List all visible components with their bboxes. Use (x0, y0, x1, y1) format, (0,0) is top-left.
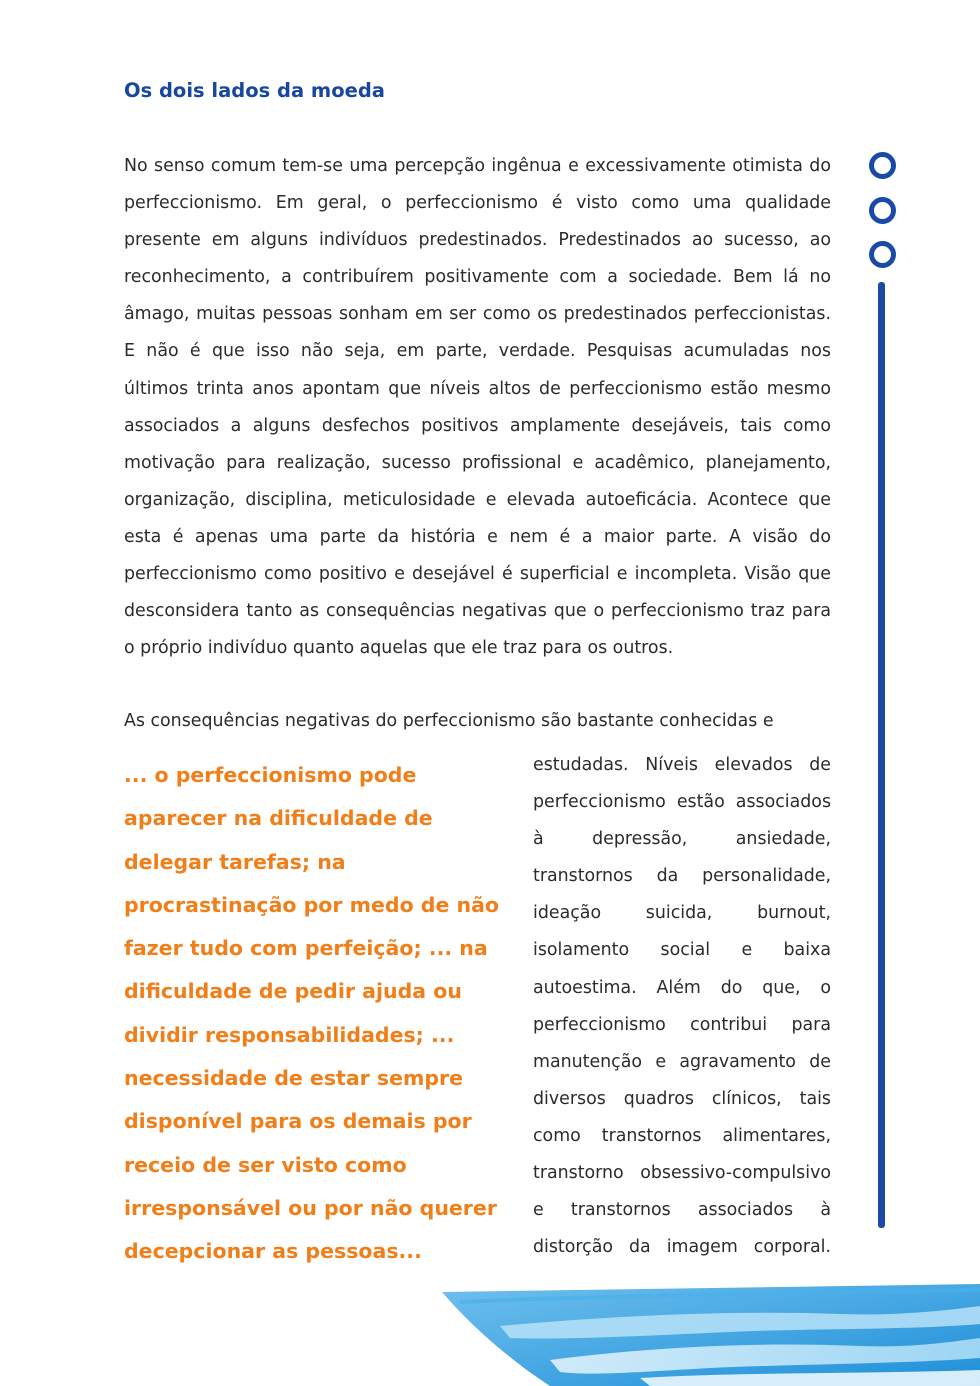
section-heading: Os dois lados da moeda (124, 79, 385, 102)
consequences-paragraph: estudadas. Níveis elevados de perfeccionismo estão associados à depressão, ansiedade, transtornos da personalidade, ideação suicida, burnout, isolamento social e baixa autoestima. Além do que, o perfeccionismo contribui para manutenção e agravamento de diversos quadros clínicos, tais como transtornos alimentares, transtorno obsessivo-compulsivo e transtornos associados à distorção da imagem corporal. (533, 755, 831, 1258)
decorative-vertical-line (878, 282, 885, 1228)
watercolor-wave-decoration (440, 1280, 980, 1386)
decorative-circle-icon (869, 197, 896, 224)
decorative-circle-icon (869, 241, 896, 268)
decorative-circle-icon (869, 152, 896, 179)
consequences-lead-line: As consequências negativas do perfeccionismo são bastante conhecidas e (124, 711, 774, 731)
pull-quote: ... o perfeccionismo pode aparecer na dificuldade de delegar tarefas; na procrastinação por medo de não fazer tudo com perfeição; ... na dificuldade de pedir ajuda ou dividir responsabilidades; ... necessidade de estar sempre disponível para os demais por receio de ser visto como irresponsável ou por não querer decepcionar as pessoas... (124, 763, 500, 1264)
intro-paragraph: No senso comum tem-se uma percepção ingênua e excessivamente otimista do perfeccionismo. Em geral, o perfeccionismo é visto como uma qualidade presente em alguns indivíduos predestinados. Predestinados ao sucesso, ao reconhecimento, a contribuírem positivamente com a sociedade. Bem lá no âmago, muitas pessoas sonham em ser como os predestinados perfeccionistas. E não é que isso não seja, em parte, verdade. Pesquisas acumuladas nos últimos trinta anos apontam que níveis altos de perfeccionismo estão mesmo associados a alguns desfechos positivos amplamente desejáveis, tais como motivação para realização, sucesso profissional e acadêmico, planejamento, organização, disciplina, meticulosidade e elevada autoeficácia. Acontece que esta é apenas uma parte da história e nem é a maior parte. A visão do perfeccionismo como positivo e desejável é superficial e incompleta. Visão que desconsidera tanto as consequências negativas que o perfeccionismo traz para o próprio indivíduo quanto aquelas que ele traz para os outros. (124, 156, 831, 659)
